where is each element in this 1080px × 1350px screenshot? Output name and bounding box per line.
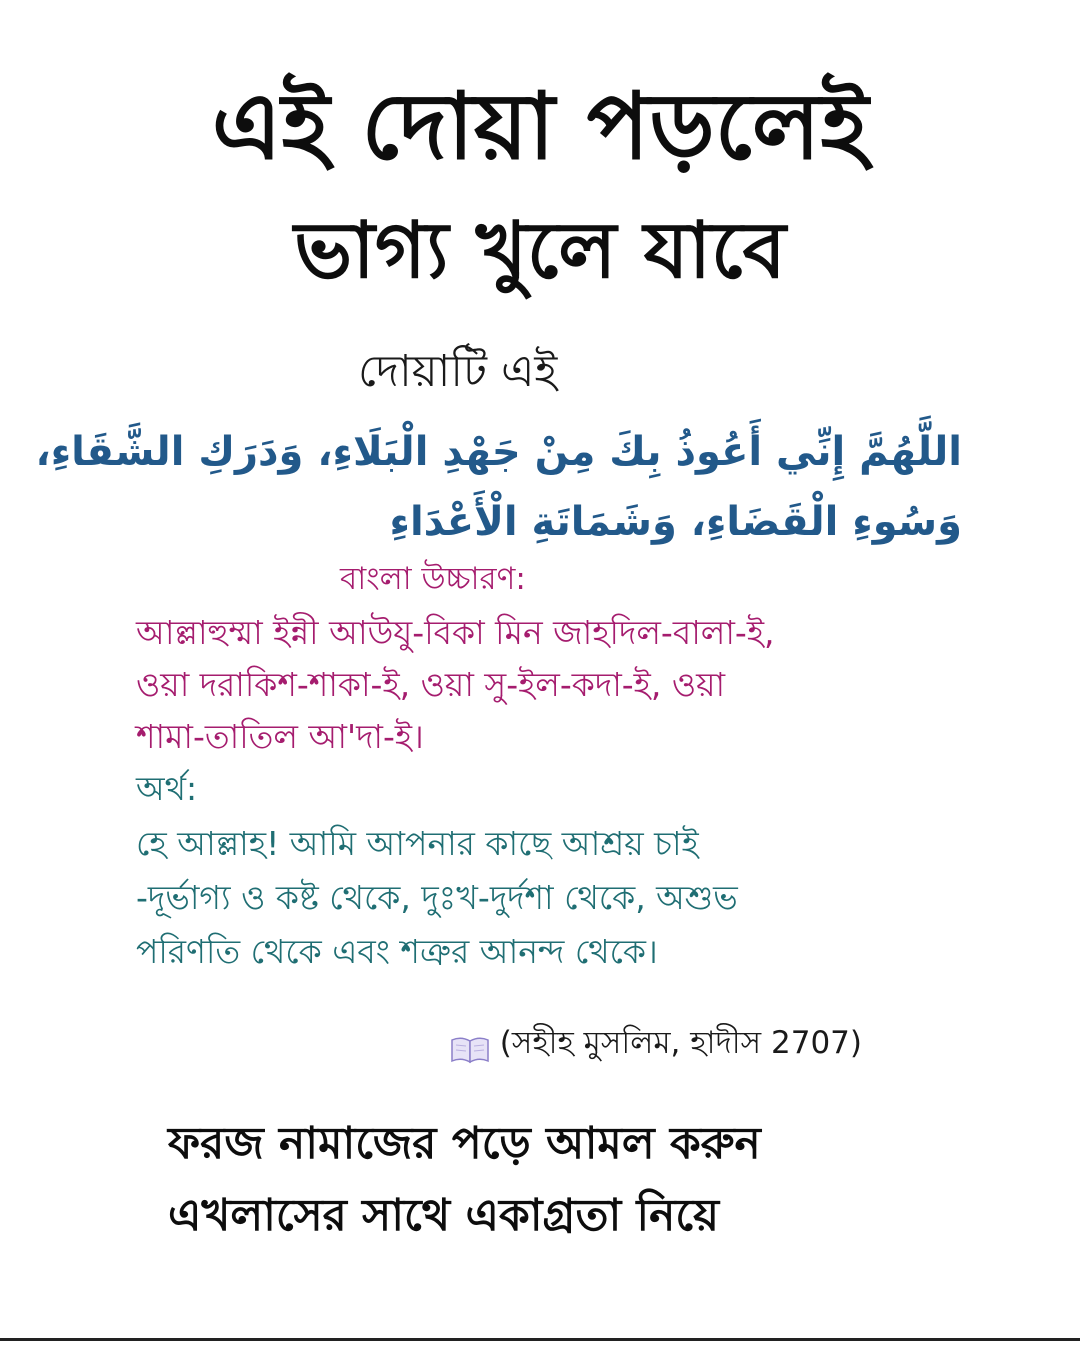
- meaning-line-1: হে আল্লাহ! আমি আপনার কাছে আশ্রয় চাই: [136, 824, 699, 863]
- headline-line-2: ভাগ্য খুলে যাবে: [294, 206, 786, 296]
- pronunciation-line-2: ওয়া দরাকিশ-শাকা-ই, ওয়া সু-ইল-কদা-ই, ওয়া: [136, 665, 726, 704]
- dua-intro-text: দোয়াটি এই: [358, 346, 558, 397]
- bottom-divider: [0, 1338, 1080, 1341]
- hadith-source: [450, 1018, 862, 1068]
- meaning-label: অর্থ:: [136, 769, 198, 808]
- meaning-line-2: -দূর্ভাগ্য ও কষ্ট থেকে, দুঃখ-দুর্দশা থেকে, অশুভ: [136, 878, 738, 917]
- hadith-source-text: (সহীহ মুসলিম, হাদীস 2707): [499, 1025, 862, 1061]
- meaning-line-3: পরিণতি থেকে এবং শত্রুর আনন্দ থেকে।: [136, 932, 658, 971]
- pronunciation-label: বাংলা উচ্চারণ:: [340, 561, 526, 597]
- arabic-dua-line-2: وَسُوءِ الْقَضَاءِ، وَشَمَاتَةِ الْأَعْدَاءِ: [389, 499, 962, 545]
- footer-line-2: এখলাসের সাথে একাগ্রতা নিয়ে: [168, 1190, 720, 1241]
- open-book-icon: [450, 1029, 490, 1057]
- arabic-dua-line-1: اللَّهُمَّ إِنِّي أَعُوذُ بِكَ مِنْ جَهْدِ الْبَلَاءِ، وَدَرَكِ الشَّقَاءِ،: [35, 429, 962, 475]
- pronunciation-line-3: শামা-তাতিল আ'দা-ই।: [136, 717, 424, 756]
- headline-line-1: এই দোয়া পড়লেই: [211, 73, 869, 180]
- footer-line-1: ফরজ নামাজের পড়ে আমল করুন: [168, 1118, 761, 1169]
- pronunciation-line-1: আল্লাহুম্মা ইন্নী আউযু-বিকা মিন জাহদিল-বালা-ই,: [136, 613, 775, 652]
